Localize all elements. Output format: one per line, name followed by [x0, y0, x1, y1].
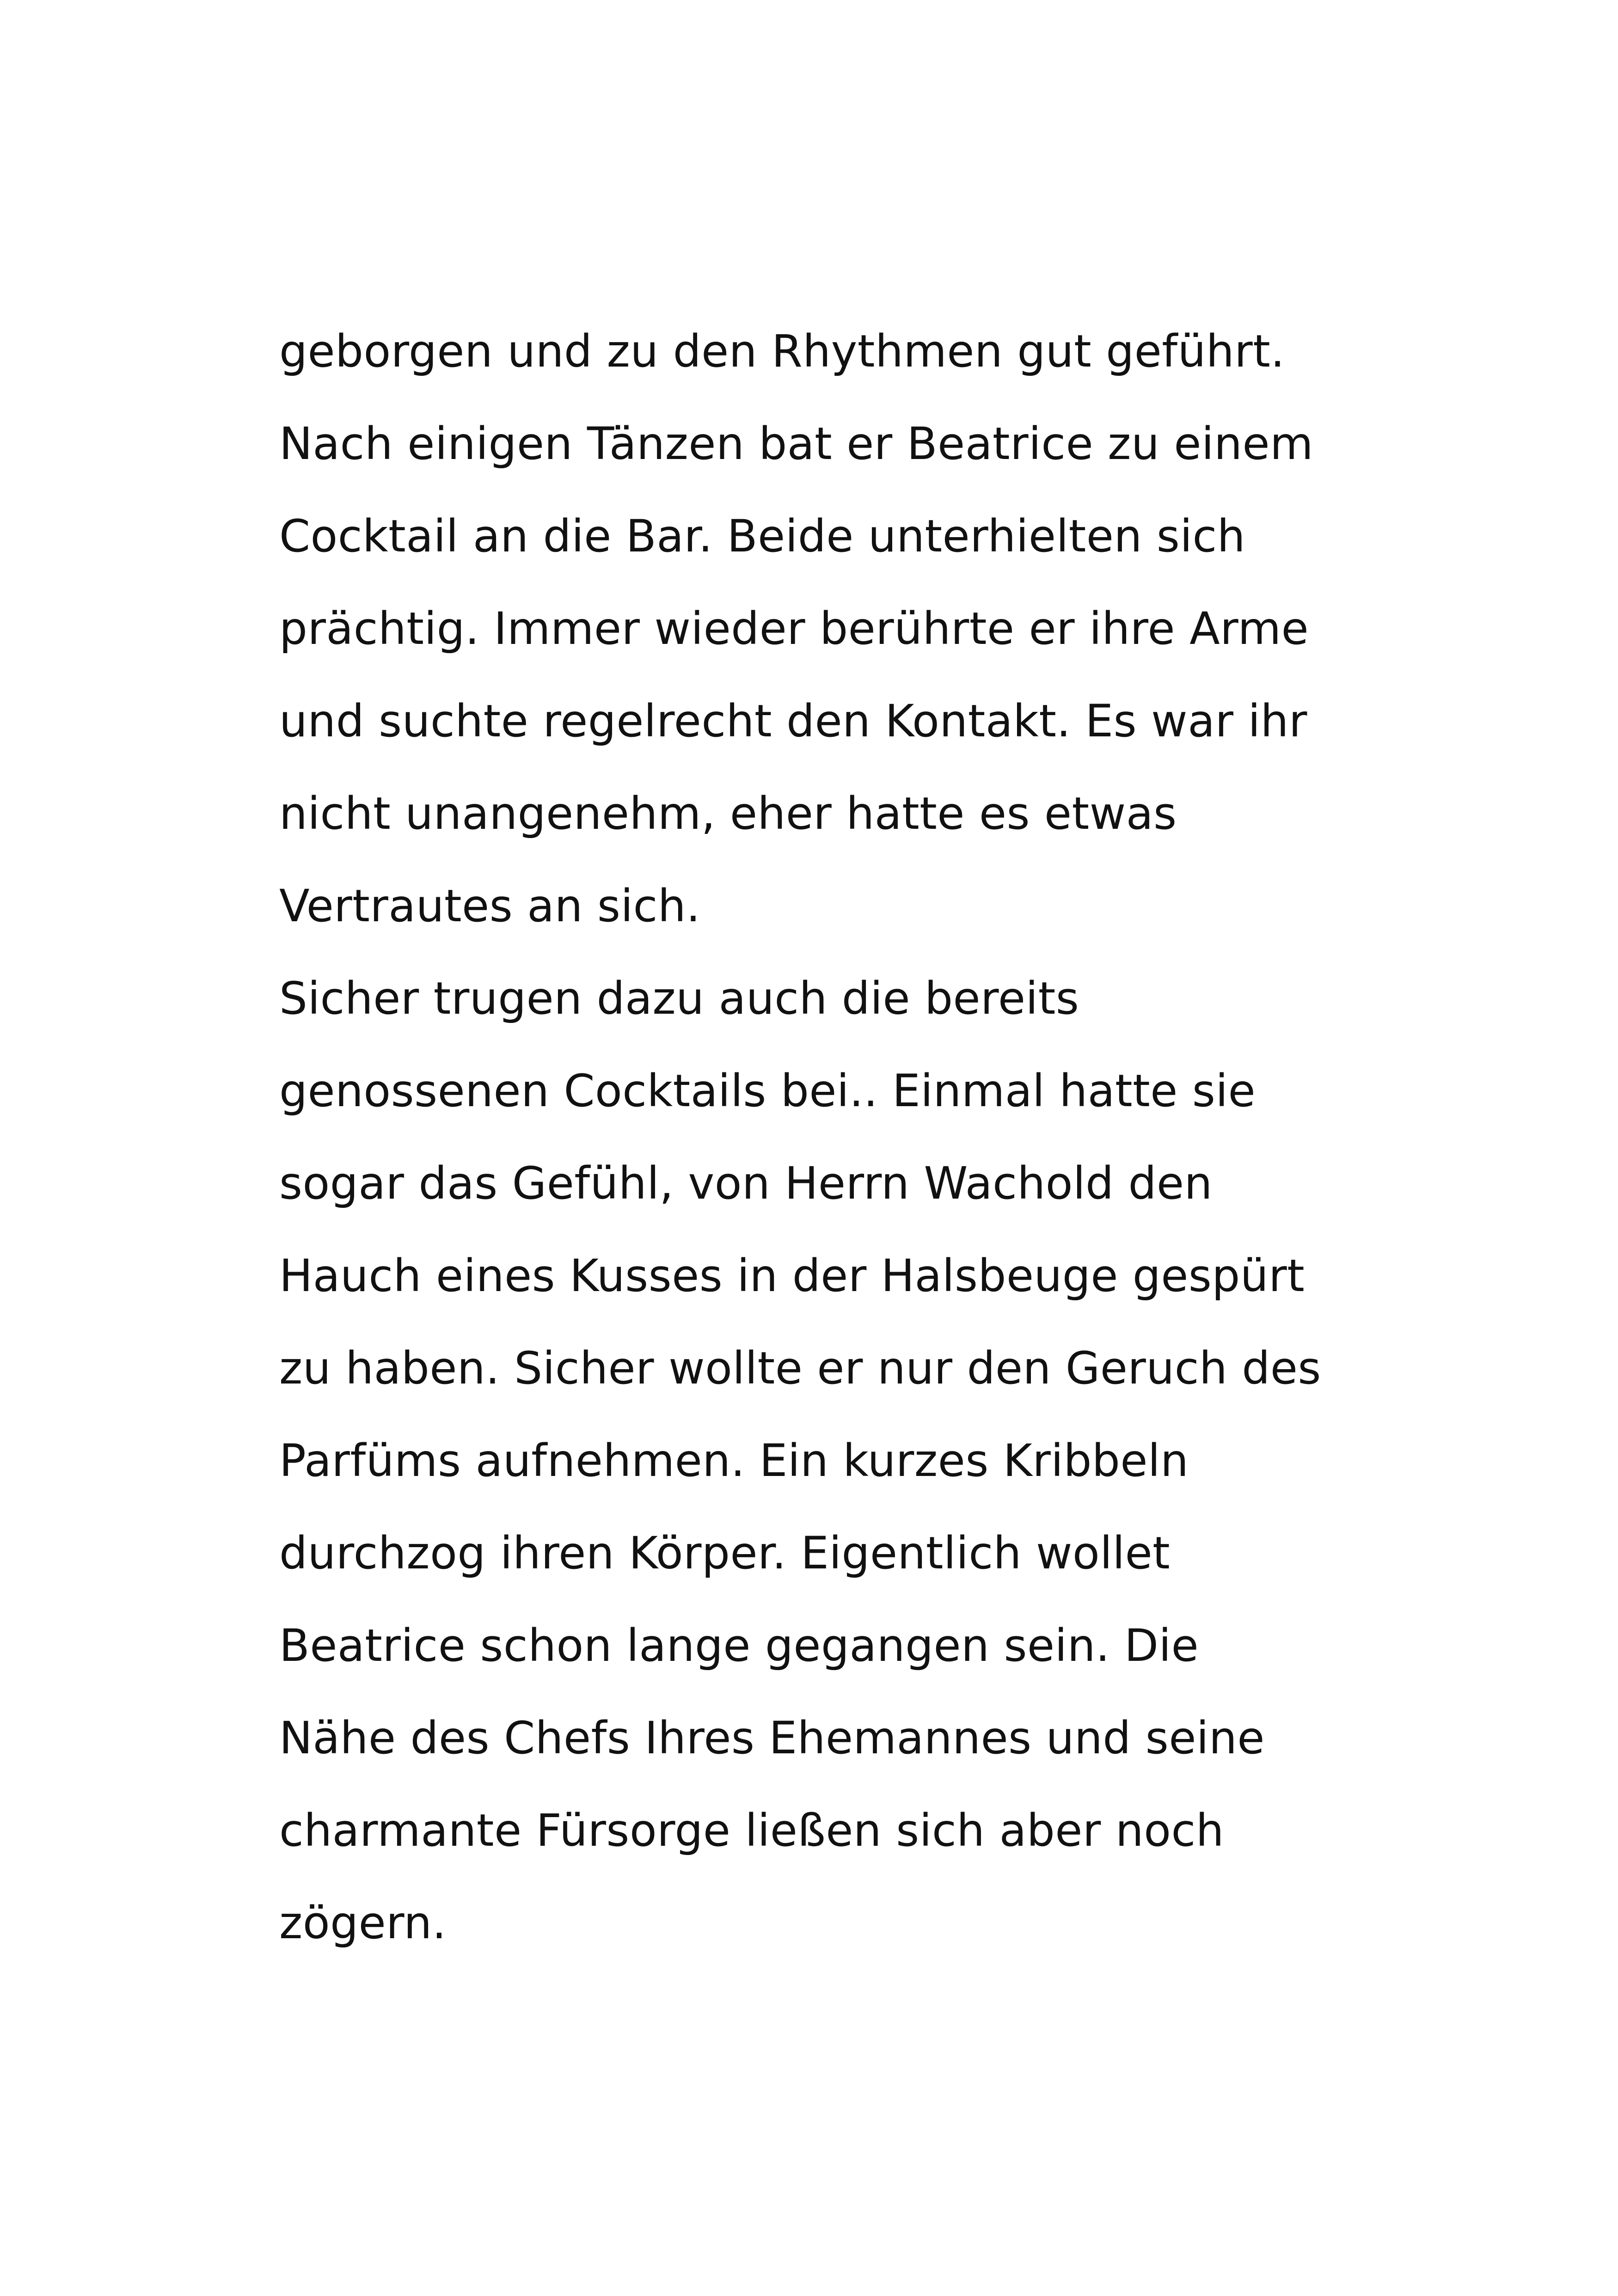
text-line: prächtig. Immer wieder berührte er ihre Arme — [279, 603, 1309, 655]
text-line: Cocktail an die Bar. Beide unterhielten sich — [279, 510, 1246, 562]
text-line: Vertrautes an sich. — [279, 880, 701, 932]
text-line: genossenen Cocktails bei.. Einmal hatte sie — [279, 1065, 1256, 1117]
text-line: sogar das Gefühl, von Herrn Wachold den — [279, 1157, 1213, 1209]
body-text — [279, 305, 1435, 1969]
text-line: charmante Fürsorge ließen sich aber noch — [279, 1805, 1225, 1856]
text-line: Nähe des Chefs Ihres Ehemannes und seine — [279, 1712, 1265, 1764]
text-line: und suchte regelrecht den Kontakt. Es war ihr — [279, 695, 1307, 747]
text-line: geborgen und zu den Rhythmen gut geführt. — [279, 325, 1285, 377]
text-line: durchzog ihren Körper. Eigentlich wollet — [279, 1527, 1171, 1579]
text-line: Nach einigen Tänzen bat er Beatrice zu einem — [279, 418, 1314, 470]
text-line: zögern. — [279, 1897, 447, 1949]
text-line: zu haben. Sicher wollte er nur den Geruch des — [279, 1342, 1321, 1394]
text-line: nicht unangenehm, eher hatte es etwas — [279, 788, 1177, 839]
text-line: Sicher trugen dazu auch die bereits — [279, 973, 1079, 1024]
text-line: Beatrice schon lange gegangen sein. Die — [279, 1620, 1199, 1671]
text-line: Hauch eines Kusses in der Halsbeuge gespürt — [279, 1250, 1305, 1302]
text-line: Parfüms aufnehmen. Ein kurzes Kribbeln — [279, 1435, 1189, 1487]
